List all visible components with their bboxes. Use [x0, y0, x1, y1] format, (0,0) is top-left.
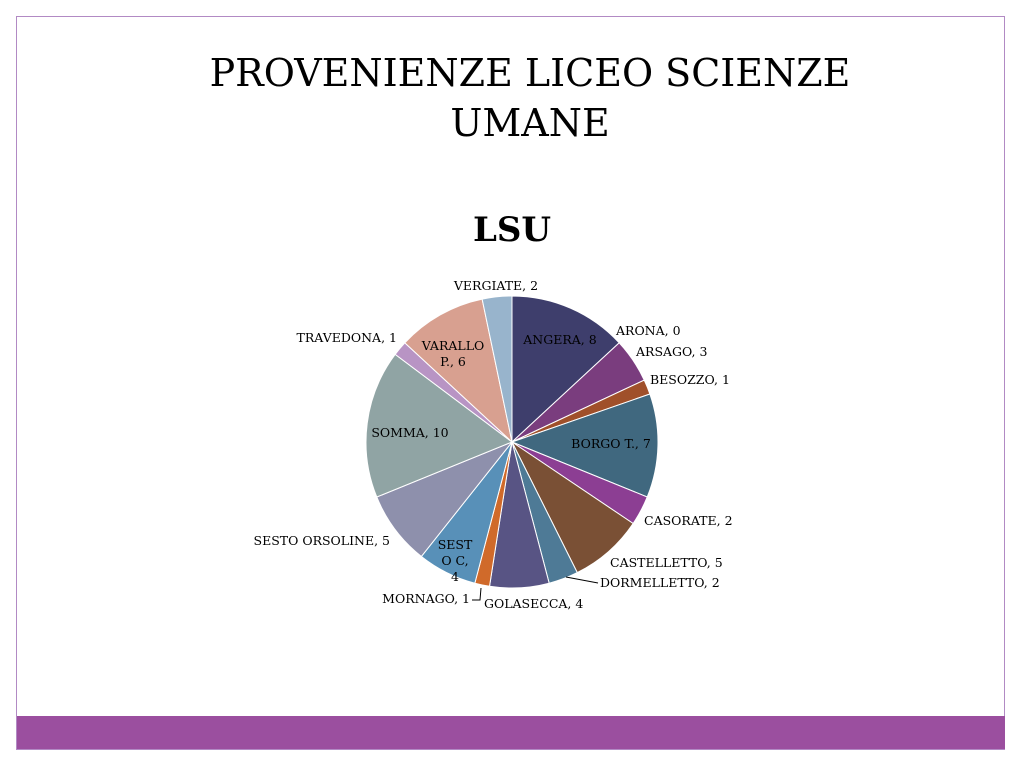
data-label-mornago: MORNAGO, 1 — [382, 591, 470, 606]
leader-line-dormelletto — [566, 577, 598, 583]
data-label-golasecca: GOLASECCA, 4 — [484, 596, 584, 611]
slide-title: PROVENIENZE LICEO SCIENZE UMANE — [209, 51, 851, 145]
data-label-sesto-c: SEST O C, 4 — [437, 537, 473, 584]
data-label-arona: ARONA, 0 — [616, 323, 681, 338]
data-label-dormelletto: DORMELLETTO, 2 — [600, 575, 720, 590]
data-label-varallo-p: VARALLO P., 6 — [421, 338, 485, 369]
data-label-arsago: ARSAGO, 3 — [636, 344, 708, 359]
data-label-vergiate: VERGIATE, 2 — [453, 278, 539, 293]
data-label-angera: ANGERA, 8 — [523, 332, 597, 347]
leader-line-mornago — [472, 588, 481, 600]
data-label-castelletto: CASTELLETTO, 5 — [610, 555, 723, 570]
data-label-somma: SOMMA, 10 — [371, 425, 449, 440]
data-label-casorate: CASORATE, 2 — [644, 513, 733, 528]
data-label-besozzo: BESOZZO, 1 — [650, 372, 730, 387]
data-label-travedona: TRAVEDONA, 1 — [296, 330, 397, 345]
chart-title: LSU — [472, 210, 552, 250]
data-label-borgo-t: BORGO T., 7 — [571, 436, 651, 451]
data-label-sesto-orsoline: SESTO ORSOLINE, 5 — [253, 533, 390, 548]
